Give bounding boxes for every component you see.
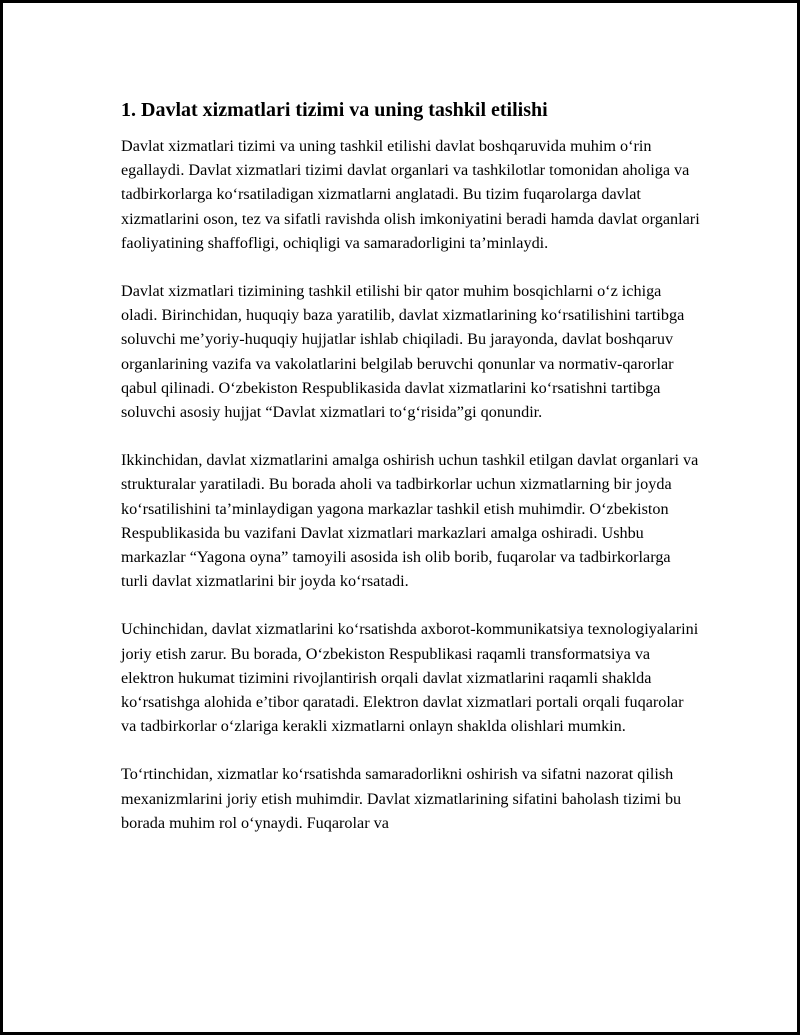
- paragraph-4: Uchinchidan, davlat xizmatlarini ko‘rsatishda axborot-kommunikatsiya texnologiyalarini joriy etish zarur. Bu borada, O‘zbekiston Respublikasi raqamli transformatsiya va elektron hukumat tizimini rivojlantirish orqali davlat xizmatlarini raqamli shaklda ko‘rsatishga alohida e’tibor qaratadi. Elektron davlat xizmatlari portali orqali fuqarolar va tadbirkorlar o‘zlariga kerakli xizmatlarni onlayn shaklda olishlari mumkin.: [121, 620, 699, 736]
- paragraph-2: Davlat xizmatlari tizimining tashkil etilishi bir qator muhim bosqichlarni o‘z ichiga oladi. Birinchidan, huquqiy baza yaratilib, davlat xizmatlarining ko‘rsatilishini tartibga soluvchi me’yoriy-huquqiy hujjatlar ishlab chiqiladi. Bu jarayonda, davlat boshqaruv organlarining vazifa va vakolatlarini belgilab beruvchi qonunlar va normativ-qarorlar qabul qilinadi. O‘zbekiston Respublikasida davlat xizmatlarini ko‘rsatishni tartibga soluvchi asosiy hujjat “Davlat xizmatlari to‘g‘risida”gi qonundir.: [121, 282, 685, 422]
- paragraph-1: Davlat xizmatlari tizimi va uning tashkil etilishi davlat boshqaruvida muhim o‘rin egallaydi. Davlat xizmatlari tizimi davlat organlari va tashkilotlar tomonidan aholiga va tadbirkorlarga ko‘rsatiladigan xizmatlarni anglatadi. Bu tizim fuqarolarga davlat xizmatlarini oson, tez va sifatli ravishda olish imkoniyatini beradi hamda davlat organlari faoliyatining shaffofligi, ochiqligi va samaradorligini ta’minlaydi.: [121, 137, 700, 252]
- paragraph-5: To‘rtinchidan, xizmatlar ko‘rsatishda samaradorlikni oshirish va sifatni nazorat qilish mexanizmlarini joriy etish muhimdir. Davlat xizmatlarining sifatini baholash tizimi bu borada muhim rol o‘ynaydi. Fuqarolar va: [121, 765, 682, 832]
- paragraph-3: Ikkinchidan, davlat xizmatlarini amalga oshirish uchun tashkil etilgan davlat organlari va strukturalar yaratiladi. Bu borada aholi va tadbirkorlar uchun xizmatlarning bir joyda ko‘rsatilishini ta’minlaydigan yagona markazlar tashkil etish muhimdir. O‘zbekiston Respublikasida bu vazifani Davlat xizmatlari markazlari amalga oshiradi. Ushbu markazlar “Yagona oyna” tamoyili asosida ish olib borib, fuqarolar va tadbirkorlarga turli davlat xizmatlarini bir joyda ko‘rsatadi.: [121, 451, 699, 591]
- section-heading: 1. Davlat xizmatlari tizimi va uning tashkil etilishi: [121, 99, 548, 121]
- document-body: [121, 97, 701, 835]
